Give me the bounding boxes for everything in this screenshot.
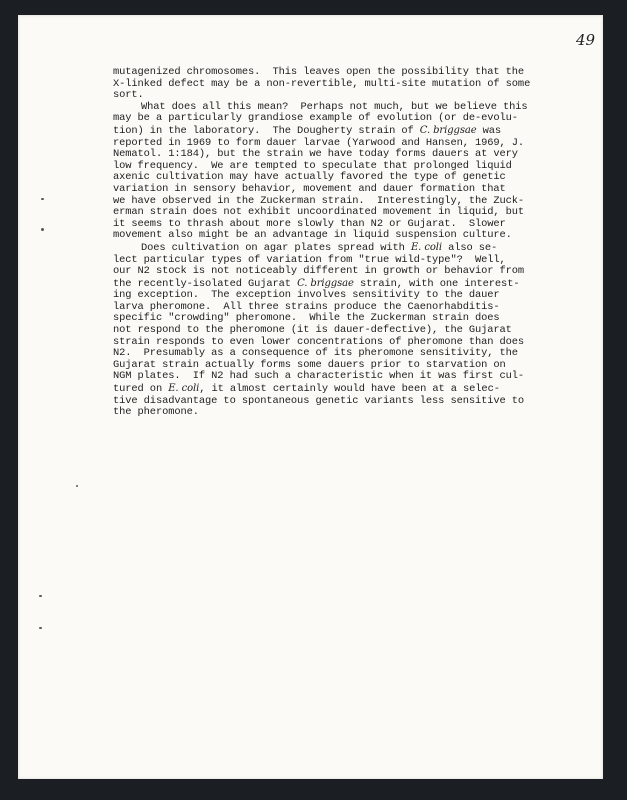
text-run: was bbox=[476, 124, 502, 137]
margin-speck bbox=[76, 485, 78, 487]
paragraph bbox=[113, 242, 533, 419]
page-number: 49 bbox=[576, 31, 596, 49]
paragraph bbox=[113, 102, 533, 242]
text-run: strain, with one interest- bbox=[353, 277, 520, 290]
text-run: may be a particularly grandiose example of evolution (or de-evolu- bbox=[113, 112, 518, 125]
body-text bbox=[113, 67, 533, 419]
text-run: strain responds to even lower concentrations of pheromone than does bbox=[113, 335, 525, 348]
text-run: , it almost certainly would have been at a selec- bbox=[199, 383, 500, 396]
text-run: the pheromone. bbox=[113, 406, 199, 419]
species-name: C. briggsae bbox=[297, 277, 354, 289]
text-run: it seems to thrash about more slowly than N2 or Gujarat. Slower bbox=[113, 217, 506, 230]
text-line bbox=[113, 407, 533, 419]
text-run: mutagenized chromosomes. This leaves open the possibility that the bbox=[113, 66, 525, 78]
paragraph bbox=[113, 67, 533, 102]
text-run: NGM plates. If N2 had such a characteristic when it was first cul- bbox=[113, 370, 525, 383]
text-run: tive disadvantage to spontaneous genetic variants less sensitive to bbox=[113, 394, 525, 407]
margin-speck bbox=[41, 228, 44, 231]
text-line bbox=[113, 113, 533, 125]
species-name: E. coli bbox=[168, 383, 200, 395]
text-run: low frequency. We are tempted to speculate that prolonged liquid bbox=[113, 159, 512, 172]
text-run: tured on bbox=[113, 383, 169, 396]
text-run: erman strain does not exhibit uncoordinated movement in liquid, but bbox=[113, 206, 525, 219]
text-run: movement also might be an advantage in liquid suspension culture. bbox=[113, 229, 512, 242]
text-run: axenic cultivation may have actually favored the type of genetic bbox=[113, 171, 506, 184]
text-run: N2. Presumably as a consequence of its pheromone sensitivity, the bbox=[113, 347, 518, 360]
text-run: variation in sensory behavior, movement and dauer formation that bbox=[113, 182, 506, 195]
species-name: C. briggsae bbox=[419, 124, 477, 136]
margin-speck bbox=[39, 595, 42, 597]
text-run: we have observed in the Zuckerman strain. Interestingly, the Zuck- bbox=[113, 194, 525, 207]
text-run: also se- bbox=[441, 241, 498, 254]
text-line bbox=[113, 230, 533, 242]
text-run: X-linked defect may be a non-revertible, multi-site mutation of some bbox=[113, 77, 531, 90]
text-run: the recently-isolated Gujarat bbox=[113, 277, 298, 290]
text-run: reported in 1969 to form dauer larvae (Yarwood and Hansen, 1969, J. bbox=[113, 136, 525, 149]
text-run: larva pheromone. All three strains produce the Caenorhabditis- bbox=[113, 300, 500, 313]
text-line bbox=[113, 266, 533, 278]
text-run: Does cultivation on agar plates spread with bbox=[141, 241, 411, 254]
text-run: Nematol. 1:184), but the strain we have today forms dauers at very bbox=[113, 148, 518, 161]
text-line bbox=[113, 79, 533, 91]
text-run: tion) in the laboratory. The Dougherty strain of bbox=[113, 124, 420, 137]
species-name: E. coli bbox=[410, 241, 442, 253]
text-run: Gujarat strain actually forms some dauers prior to starvation on bbox=[113, 358, 506, 371]
text-run: specific "crowding" pheromone. While the Zuckerman strain does bbox=[113, 312, 500, 325]
margin-speck bbox=[41, 198, 44, 200]
text-run: ing exception. The exception involves sensitivity to the dauer bbox=[113, 289, 500, 302]
text-line bbox=[113, 371, 533, 383]
text-run: lect particular types of variation from "true wild-type"? Well, bbox=[113, 253, 506, 266]
text-run: sort. bbox=[113, 89, 144, 102]
text-run: our N2 stock is not noticeably different in growth or behavior from bbox=[113, 265, 525, 278]
text-run: not respond to the pheromone (it is dauer-defective), the Gujarat bbox=[113, 324, 512, 337]
text-run: What does all this mean? Perhaps not much, but we believe this bbox=[141, 100, 528, 113]
margin-speck bbox=[39, 627, 42, 629]
